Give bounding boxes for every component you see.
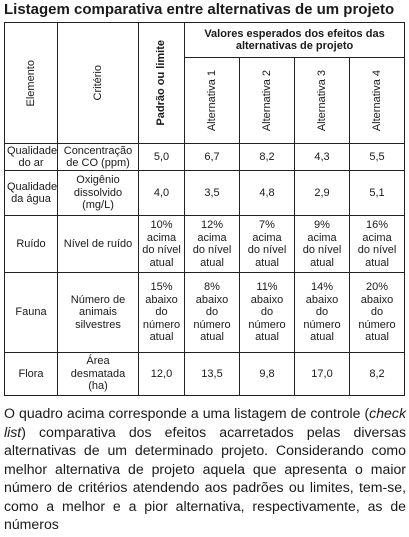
row-criterio: Área desmatada (ha) [58,353,139,396]
row-padrao: 5,0 [139,144,185,171]
row-valor-alt2: 8,2 [240,144,295,171]
row-elemento: Flora [5,353,58,396]
row-valor-alt2: 7% acima do nível atual [240,216,295,273]
table-row-qualidade-agua [5,171,405,216]
row-padrao: 4,0 [139,171,185,216]
row-criterio: Nível de ruído [58,216,139,273]
row-valor-alt1: 8% abaixo do número atual [185,273,240,353]
row-valor-alt2: 4,8 [240,171,295,216]
row-valor-alt4: 5,1 [350,171,405,216]
row-valor-alt2: 9,8 [240,353,295,396]
row-criterio: Oxigênio dissolvido (mg/L) [58,171,139,216]
table-row-ruido [5,216,405,273]
row-criterio: Concentração de CO (ppm) [58,144,139,171]
table-row-flora [5,353,405,396]
row-valor-alt1: 6,7 [185,144,240,171]
row-valor-alt3: 9% acima do nível atual [295,216,350,273]
row-criterio: Número de animais silvestres [58,273,139,353]
question-text [4,404,406,534]
table-row-qualidade-ar [5,144,405,171]
row-valor-alt1: 13,5 [185,353,240,396]
row-valor-alt3: 14% abaixo do número atual [295,273,350,353]
header-padrao: Padrão ou limite [139,23,185,144]
table-row-fauna [5,273,405,353]
row-elemento: Qualidade da água [5,171,58,216]
check-list-term: check list [4,405,406,440]
header-alternativa-3: Alternativa 3 [295,58,350,144]
header-alternativa-1: Alternativa 1 [185,58,240,144]
row-valor-alt4: 16% acima do nível atual [350,216,405,273]
header-valores-esperados: Valores esperados dos efeitos das alternativas de projeto [185,23,405,58]
header-alternativa-4: Alternativa 4 [350,58,405,144]
row-elemento: Ruído [5,216,58,273]
row-padrao: 15% abaixo do número atual [139,273,185,353]
header-alternativa-2: Alternativa 2 [240,58,295,144]
row-padrao: 10% acima do nível atual [139,216,185,273]
row-padrao: 12,0 [139,353,185,396]
row-valor-alt2: 11% abaixo do número atual [240,273,295,353]
row-elemento: Qualidade do ar [5,144,58,171]
row-valor-alt4: 20% abaixo do número atual [350,273,405,353]
comparison-table [4,22,405,396]
question-text-part2: ) comparativa dos efeitos acarretados pelas diversas alternativas de um determinado projeto. Considerando como melhor alternativa de projeto aquela que apresenta o maior número de critérios atendendo aos padrões ou limites, tem-se, como a melhor e a pior alternativa, respectivamente, as de números [4,423,406,532]
header-criterio: Critério [58,23,139,144]
row-valor-alt3: 17,0 [295,353,350,396]
row-valor-alt3: 2,9 [295,171,350,216]
row-valor-alt1: 3,5 [185,171,240,216]
header-elemento: Elemento [5,23,58,144]
row-valor-alt3: 4,3 [295,144,350,171]
row-elemento: Fauna [5,273,58,353]
row-valor-alt4: 5,5 [350,144,405,171]
row-valor-alt4: 8,2 [350,353,405,396]
page-title: Listagem comparativa entre alternativas de um projeto [4,1,395,18]
question-text-part1: O quadro acima corresponde a uma listagem de controle ( [4,405,370,421]
row-valor-alt1: 12% acima do nível atual [185,216,240,273]
